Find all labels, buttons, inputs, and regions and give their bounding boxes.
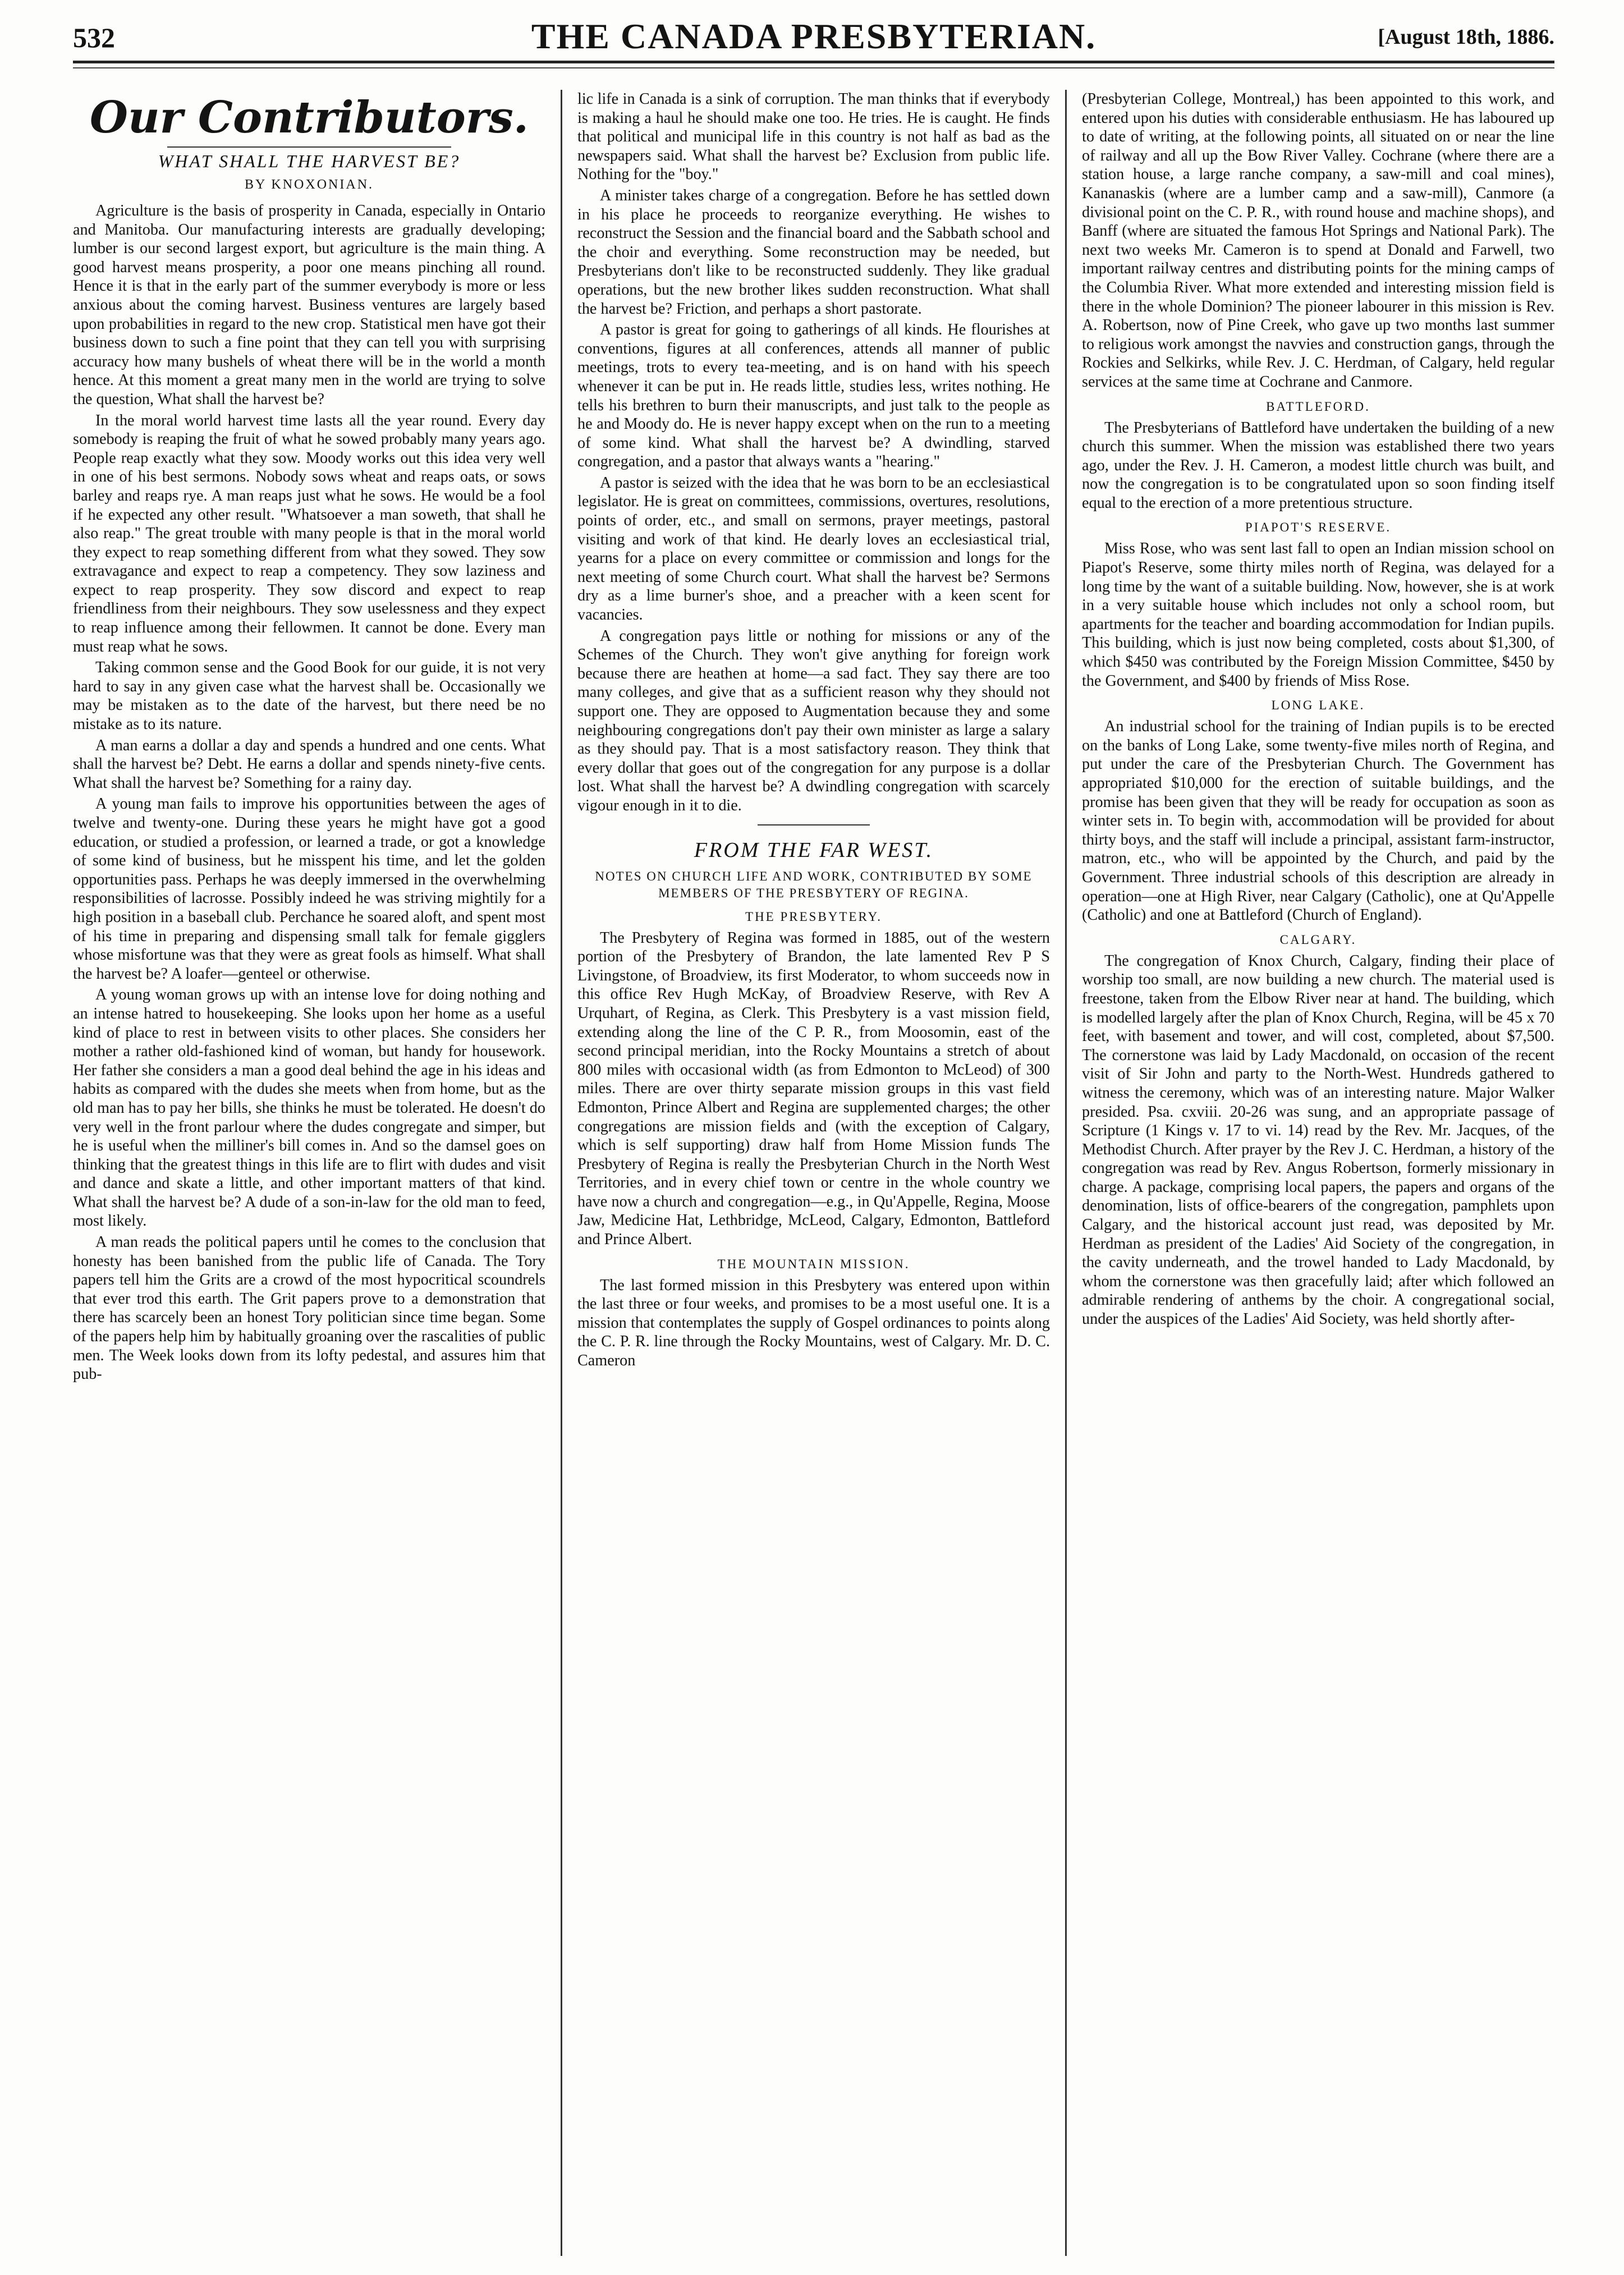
column-rule xyxy=(1065,90,1067,2256)
issue-date: [August 18th, 1886. xyxy=(1378,25,1554,49)
paragraph: The Presbytery of Regina was formed in 1885, out of the western portion of the Presbytery of Brandon, the late lamented Rev P S Livingstone, of Broadview, its first Moderator, to whom succeeds now in this office Rev Hugh McKay, of Broadview Reserve, with Rev A Urquhart, of Regina, as Clerk. This Presbytery is a vast mission field, extending along the line of the C P. R., from Moosomin, east of the second principal meridian, into the Rocky Mountains a stretch of about 800 miles with occasional width (as from Edmonton to McLeod) of 300 miles. There are over thirty separate mission groups in this vast field Edmonton, Prince Albert and Regina are supplemented charges; the other congregations are mission fields and (with the exception of Calgary, which is self supporting) draw half from Home Mission funds The Presbytery of Regina is really the Presbyterian Church in the North West Territories, and in every chief town or centre in the whole country we have now a church and congregation—e.g., in Qu'Appelle, Regina, Moose Jaw, Medicine Hat, Lethbridge, McLeod, Calgary, Edmonton, Battleford and Prince Albert. xyxy=(577,929,1050,1249)
masthead-rule xyxy=(73,61,1554,63)
paragraph: A pastor is seized with the idea that he was born to be an ecclesiastical legislator. He is great on committees, commissions, overtures, resolutions, points of order, etc., and small on sermons, prayer meetings, pastoral visiting and work of that kind. He dearly loves an ecclesiastical trial, yearns for a place on every committee or commission and longs for the next meeting of some Church court. What shall the harvest be? Sermons dry as a lime burner's shoe, and a preacher with a keen scent for vacancies. xyxy=(577,474,1050,624)
subheading: BATTLEFORD. xyxy=(1266,399,1370,414)
paragraph: An industrial school for the training of Indian pupils is to be erected on the banks of Long Lake, some twenty-five miles north of Regina, and put under the care of the Presbyterian Church. The Government has appropriated $10,000 for the erection of suitable buildings, and the promise has been given that they will be ready for occupation as soon as winter sets in. To begin with, accommodation will be provided for about thirty boys, and the staff will include a principal, assistant farm-instructor, matron, etc., who will be appointed by the Church, and paid by the Government. Three industrial schools of this description are already in operation—one at High River, near Calgary (Catholic), one at Qu'Appelle (Catholic) and one at Battleford (Church of England). xyxy=(1082,718,1554,924)
masthead xyxy=(73,12,1554,57)
paragraph: A man earns a dollar a day and spends a hundred and one cents. What shall the harvest be? Debt. He earns a dollar and spends ninety-five cents. What shall the harvest be? Something for a rainy day. xyxy=(73,736,545,792)
paragraph: lic life in Canada is a sink of corruption. The man thinks that if everybody is making a haul he should make one too. He tries. He is caught. He finds that political and municipal life in this country is not half as bad as the newspapers said. What shall the harvest be? Exclusion from public life. Nothing for the "boy." xyxy=(577,90,1050,184)
newspaper-title: THE CANADA PRESBYTERIAN. xyxy=(531,16,1097,56)
section-title: Our Contributors. xyxy=(90,92,529,143)
columns xyxy=(73,90,1554,2262)
paragraph: A man reads the political papers until he comes to the conclusion that honesty has been banished from the public life of Canada. The Tory papers tell him the Grits are a crowd of the most hypocritical scoundrels that ever trod this earth. The Grit papers prove to a demonstration that there has scarcely been an honest Tory politician since time began. Some of the papers help him by habitually groaning over the rascalities of public men. The Week looks down from its lofty pedestal, and assures him that pub- xyxy=(73,1233,545,1383)
paragraph: In the moral world harvest time lasts all the year round. Every day somebody is reaping the fruit of what he sowed probably many years ago. People reap exactly what they sow. Moody works out this idea very well in one of his best sermons. Nobody sows wheat and reaps oats, or sows barley and reaps rye. A man reaps just what he sows. He would be a fool if he expected any other result. "Whatsoever a man soweth, that shall he also reap." The great trouble with many people is that in the moral world they expect to reap something different from what they sowed. They sow extravagance and expect to reap a competency. They sow laziness and expect to reap prosperity. They sow discord and expect to reap friendliness from their neighbours. They sow uselessness and they expect to reap influence among their fellowmen. It cannot be done. Every man must reap what he sows. xyxy=(73,411,545,655)
title-rule xyxy=(167,146,451,148)
paragraph: A minister takes charge of a congregation. Before he has settled down in his place he proceeds to reorganize everything. He wishes to reconstruct the Session and the financial board and the Sabbath school and the choir and everything. Some reconstruction may be needed, but Presbyterians don't like to be reconstructed suddenly. They like gradual operations, but the new brother likes sudden reconstruction. What shall the harvest be? Friction, and perhaps a short pastorate. xyxy=(577,186,1050,318)
paragraph: Taking common sense and the Good Book for our guide, it is not very hard to say in any given case what the harvest shall be. Occasionally we may be mistaken as to the date of the harvest, but there need be no mistake as to its nature. xyxy=(73,659,545,733)
subheading: LONG LAKE. xyxy=(1271,698,1365,713)
paragraph: The congregation of Knox Church, Calgary, finding their place of worship too small, are now building a new church. The material used is freestone, taken from the Elbow River near at hand. The building, which is modelled largely after the plan of Knox Church, Regina, will be 45 x 70 feet, with basement and tower, and will cost, completed, about $7,500. The cornerstone was laid by Lady Macdonald, on occasion of the recent visit of Sir John and party to the North-West. Hundreds gathered to witness the ceremony, which was of an interesting nature. Major Walker presided. Psa. cxviii. 20-26 was sung, and an appropriate passage of Scripture (1 Kings v. 17 to vi. 14) read by the Rev. Mr. Jacques, of the Methodist Church. After prayer by the Rev J. C. Herdman, a history of the congregation was read by Rev. Angus Robertson, formerly missionary in charge. A package, comprising local papers, the papers and organs of the denomination, lists of office-bearers of the congregation, pamphlets upon Calgary, and the historical account just read, was deposited by Mr. Herdman as president of the Ladies' Aid Society of the congregation, in the cavity underneath, and the trowel handed to Lady Macdonald, by whom the cornerstone was then gracefully laid; after which followed an admirable rendering of anthems by the choir. A congregational social, under the auspices of the Ladies' Aid Society, was held shortly after- xyxy=(1082,952,1554,1328)
subheading: PIAPOT'S RESERVE. xyxy=(1245,520,1392,535)
subheading: CALGARY. xyxy=(1279,932,1357,947)
article-title: WHAT SHALL THE HARVEST BE? xyxy=(158,151,461,171)
paragraph: A young woman grows up with an intense love for doing nothing and an intense hatred to housekeeping. She looks upon her home as a useful kind of place to rest in between visits to other places. She considers her mother a rather old-fashioned kind of woman, but handy for housework. Her father she considers a man a good deal behind the age in his ideas and habits as compared with the dudes she meets when from home, but as the old man has to pay her bills, she thinks he must be tolerated. He doesn't do very well in the front parlour where the dudes congregate and simper, but he is useful when the milliner's bill comes in. And so the damsel goes on thinking that the greatest things in this life are to flirt with dudes and visit and dance and skate a little, and other important matters of that kind. What shall the harvest be? A dude of a son-in-law for the old man to feed, most likely. xyxy=(73,986,545,1230)
column-2 xyxy=(577,90,1050,2262)
paragraph: The Presbyterians of Battleford have undertaken the building of a new church this summer. When the mission was established there two years ago, under the Rev. J. H. Cameron, a modest little church was built, and now the congregation is to be congratulated upon so soon finding itself equal to the erection of a more pretentious structure. xyxy=(1082,419,1554,512)
article-subtitle: NOTES ON CHURCH LIFE AND WORK, CONTRIBUTED BY SOME MEMBERS OF THE PRESBYTERY OF REGINA. xyxy=(595,869,1033,900)
subheading: THE PRESBYTERY. xyxy=(745,909,882,924)
column-3 xyxy=(1082,90,1554,2262)
page-number: 532 xyxy=(73,22,115,53)
paragraph: A young man fails to improve his opportunities between the ages of twelve and twenty-one. During these years he might have got a good education, or studied a profession, or learned a trade, or got a knowledge of some kind of business, but he misspent his time, and let the golden opportunities pass. Perhaps he was deeply immersed in the overwhelming responsibilities of lacrosse. Possibly indeed he was striving mightily for a high position in a baseball club. Perchance he soared aloft, and spent most of his time in preparing and dispensing small talk for female gigglers whose misfortune was that they were as great fools as himself. What shall the harvest be? A loafer—genteel or otherwise. xyxy=(73,795,545,983)
column-1 xyxy=(73,90,545,2262)
masthead-rule-thin xyxy=(73,67,1554,68)
article-heading: FROM THE FAR WEST. xyxy=(694,838,934,862)
paragraph: The last formed mission in this Presbytery was entered upon within the last three or four weeks, and promises to be a most useful one. It is a mission that contemplates the supply of Gospel ordinances to points along the C. P. R. line through the Rocky Mountains, west of Calgary. Mr. D. C. Cameron xyxy=(577,1276,1050,1370)
paragraph: Miss Rose, who was sent last fall to open an Indian mission school on Piapot's Reserve, some thirty miles north of Regina, was delayed for a long time by the want of a suitable building. Now, however, she is at work in a very suitable house which includes not only a school room, but apartments for the teacher and boarding accommodation for Indian pupils. This building, which is just now being completed, costs about $1,300, of which $450 was contributed by the Foreign Mission Committee, $450 by the Government, and $400 by friends of Miss Rose. xyxy=(1082,540,1554,690)
paragraph: A congregation pays little or nothing for missions or any of the Schemes of the Church. They won't give anything for foreign work because there are heathen at home—a sad fact. They say there are too many colleges, and give that as a sufficient reason why they should not support one. They are opposed to Augmentation because they and some neighbouring congregations don't pay their own minister as large a salary as they should pay. That is a most satisfactory reason. They think that every dollar that goes out of the congregation for any purpose is a dollar lost. What shall the harvest be? A dwindling congregation with scarcely vigour enough in it to die. xyxy=(577,627,1050,814)
section-divider xyxy=(758,824,870,825)
column-rule xyxy=(561,90,562,2256)
paragraph: (Presbyterian College, Montreal,) has been appointed to this work, and entered upon his duties with considerable enthusiasm. He has laboured up to date of writing, at the following points, all situated on or near the line of railway and all up the Bow River Valley. Cochrane (where there are a station house, a large ranche company, a saw-mill and coal mines), Kananaskis (where are a lumber camp and a saw-mill), Canmore (a divisional point on the C. P. R., with round house and machine shops), and Banff (where are situated the famous Hot Springs and National Park). The next two weeks Mr. Cameron is to spend at Donald and Farwell, two important railway centres and distributing points for the mining camps of the Columbia River. What more extended and interesting mission field is there in the whole Dominion? The pioneer labourer in this mission is Rev. A. Robertson, now of Pine Creek, who gave up two months last summer to religious work amongst the navvies and construction gangs, through the Rockies and Selkirks, while Rev. J. C. Herdman, of Calgary, held regular services at the same time at Cochrane and Canmore. xyxy=(1082,90,1554,391)
subheading: THE MOUNTAIN MISSION. xyxy=(717,1256,910,1271)
paragraph: A pastor is great for going to gatherings of all kinds. He flourishes at conventions, figures at all conferences, attends all manner of public meetings, trots to every tea-meeting, and is on hand with his speech whenever it can be put in. He reads little, studies less, writes nothing. He tells his brethren to burn their manuscripts, and just talk to the people as he and Moody do. He is never happy except when on the run to a meeting of some kind. What shall the harvest be? A dwindling, starved congregation, and a pastor that always wants a "hearing." xyxy=(577,321,1050,471)
byline: BY KNOXONIAN. xyxy=(244,177,374,192)
paragraph: Agriculture is the basis of prosperity in Canada, especially in Ontario and Manitoba. Our manufacturing interests are gradually developing; lumber is our second largest export, but agriculture is the main thing. A good harvest means prosperity, a poor one means pinching all round. Hence it is that in the early part of the summer everybody is more or less anxious about the coming harvest. Business ventures are largely based upon probabilities in regard to the new crop. Statistical men have got their business down to such a fine point that they can tell you with surprising accuracy how many bushels of wheat there will be in the world a month hence. At this moment a great many men in the world are trying to solve the question, What shall the harvest be? xyxy=(73,202,545,408)
